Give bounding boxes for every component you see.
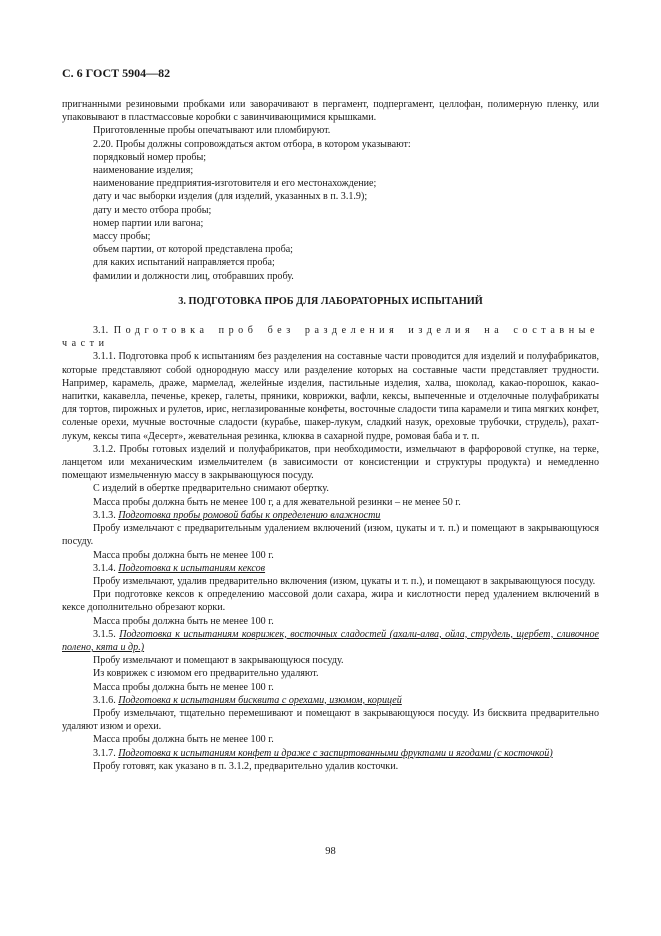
- paragraph: Пробу измельчают, тщательно перемешивают и помещают в закрывающуюся посуду. Из бисквита предварительно удаляют изюм и орехи.: [62, 707, 599, 733]
- paragraph: Пробу измельчают, удалив предварительно включения (изюм, цукаты и т. п.), и помещают в закрывающуюся посуду.: [93, 575, 596, 587]
- paragraph: 3.1.2. Пробы готовых изделий и полуфабрикатов, при необходимости, измельчают в фарфоровой ступке, на терке, ланцетом или механическим измельчителем (в зависимости от консистенции и структуры продукта) и немедленно помещают измельченную массу в закрывающуюся посуду.: [62, 443, 599, 482]
- paragraph: 3.1.1. Подготовка проб к испытаниям без разделения на составные части проводится для изделий и полуфабрикатов, которые представляют собой однородную массу или разделение которых на составные части представляет трудности. Например, карамель, драже, мармелад, желейные изделия, пастильные изделия, халва, шоколад, какао-порошок, какао-напитки, какавелла, печенье, крекер, галеты, пряники, коврижки, вафли, кексы, выпеченные и отделочные полуфабрикаты для тортов, пирожных и рулетов, ирис, неглазированные конфеты, восточные сладости типа карамели и типа мягких конфет, соленые орехи, мучные восточные сладости (курабье, шакер-лукум, сладкий назук, ореховые трубочки, струдель), рахат-лукум, кексы типа «Десерт», жевательная резинка, клюква в сахарной пудре, ромовая баба и т. п.: [62, 351, 599, 442]
- paragraph: Масса пробы должна быть не менее 100 г.: [93, 549, 274, 561]
- subsection-heading-italic: [62, 694, 599, 707]
- list-item: массу пробы;: [93, 231, 151, 243]
- paragraph: Масса пробы должна быть не менее 100 г.: [93, 681, 274, 693]
- clause-title: Подготовка к испытаниям конфет и драже с заспиртованными фруктами и ягодами (с косточкой): [118, 747, 553, 759]
- list-item: порядковый номер пробы;: [93, 151, 207, 163]
- page-number: 98: [325, 846, 336, 857]
- clause-title: Подготовка к испытаниям бисквита с орехами, изюмом, корицей: [118, 694, 402, 706]
- subsection-heading-italic: [62, 562, 599, 575]
- paragraph: пригнанными резиновыми пробками или заворачивают в пергамент, подпергамент, целлофан, полимерную пленку, или упаковывают в пластмассовые коробки с завинчивающимися крышками.: [62, 99, 599, 124]
- list-item: фамилии и должности лиц, отобравших пробу.: [93, 270, 294, 282]
- subsection-heading-italic: [62, 628, 599, 654]
- clause-number: 3.1.5.: [93, 628, 120, 640]
- list-item: номер партии или вагона;: [93, 217, 204, 229]
- paragraph: Масса пробы должна быть не менее 100 г, а для жевательной резинки – не менее 50 г.: [93, 496, 461, 508]
- paragraph: Масса пробы должна быть не менее 100 г.: [93, 615, 274, 627]
- list-item: наименование предприятия-изготовителя и его местонахождение;: [93, 178, 377, 190]
- paragraph: Пробу измельчают с предварительным удалением включений (изюм, цукаты и т. п.) и помещают в закрывающуюся посуду.: [62, 523, 599, 548]
- clause-number: 3.1.3.: [93, 509, 119, 521]
- paragraph: При подготовке кексов к определению массовой доли сахара, жира и кислотности перед удалением включений в кексе дополнительно обрезают корки.: [62, 589, 599, 614]
- clause-number: 3.1.4.: [93, 562, 119, 574]
- section-title: 3. ПОДГОТОВКА ПРОБ ДЛЯ ЛАБОРАТОРНЫХ ИСПЫТАНИЙ: [178, 295, 483, 307]
- paragraph: Приготовленные пробы опечатывают или пломбируют.: [93, 125, 331, 137]
- subsection-heading-italic: [62, 509, 599, 522]
- clause-title: Подготовка к испытаниям коврижек, восточных сладостей (ахали-алва, ойла, струдель, щербет, сливочное полено, кята и др.): [62, 628, 600, 653]
- clause-title: Подготовка проб без разделения изделия на составные части: [62, 325, 599, 350]
- clause-number: 3.1.7.: [93, 747, 119, 759]
- clause-title: Подготовка к испытаниям кексов: [118, 562, 266, 574]
- paragraph: С изделий в обертке предварительно снимают обертку.: [93, 483, 329, 495]
- clause-number: 3.1.: [93, 325, 114, 337]
- list-item: наименование изделия;: [93, 165, 194, 177]
- list-item: объем партии, от которой представлена проба;: [93, 244, 293, 256]
- page-header: С. 6 ГОСТ 5904—82: [62, 66, 171, 80]
- paragraph: Пробу готовят, как указано в п. 3.1.2, предварительно удалив косточки.: [93, 760, 399, 772]
- list-item: дату и место отбора пробы;: [93, 204, 212, 216]
- clause-title: Подготовка пробы ромовой бабы к определению влажности: [118, 509, 381, 521]
- subsection-heading-italic: [62, 747, 599, 760]
- subsection-heading: [62, 324, 599, 350]
- clause-number: 3.1.6.: [93, 694, 119, 706]
- paragraph: Масса пробы должна быть не менее 100 г.: [93, 734, 274, 746]
- paragraph: Пробу измельчают и помещают в закрывающуюся посуду.: [93, 655, 344, 667]
- paragraph: Из коврижек с изюмом его предварительно удаляют.: [93, 668, 319, 680]
- document-body: [62, 98, 599, 773]
- list-item: для каких испытаний направляется проба;: [93, 257, 275, 269]
- list-item: дату и час выборки изделия (для изделий, указанных в п. 3.1.9);: [93, 191, 368, 203]
- paragraph: 2.20. Пробы должны сопровождаться актом отбора, в котором указывают:: [93, 138, 411, 150]
